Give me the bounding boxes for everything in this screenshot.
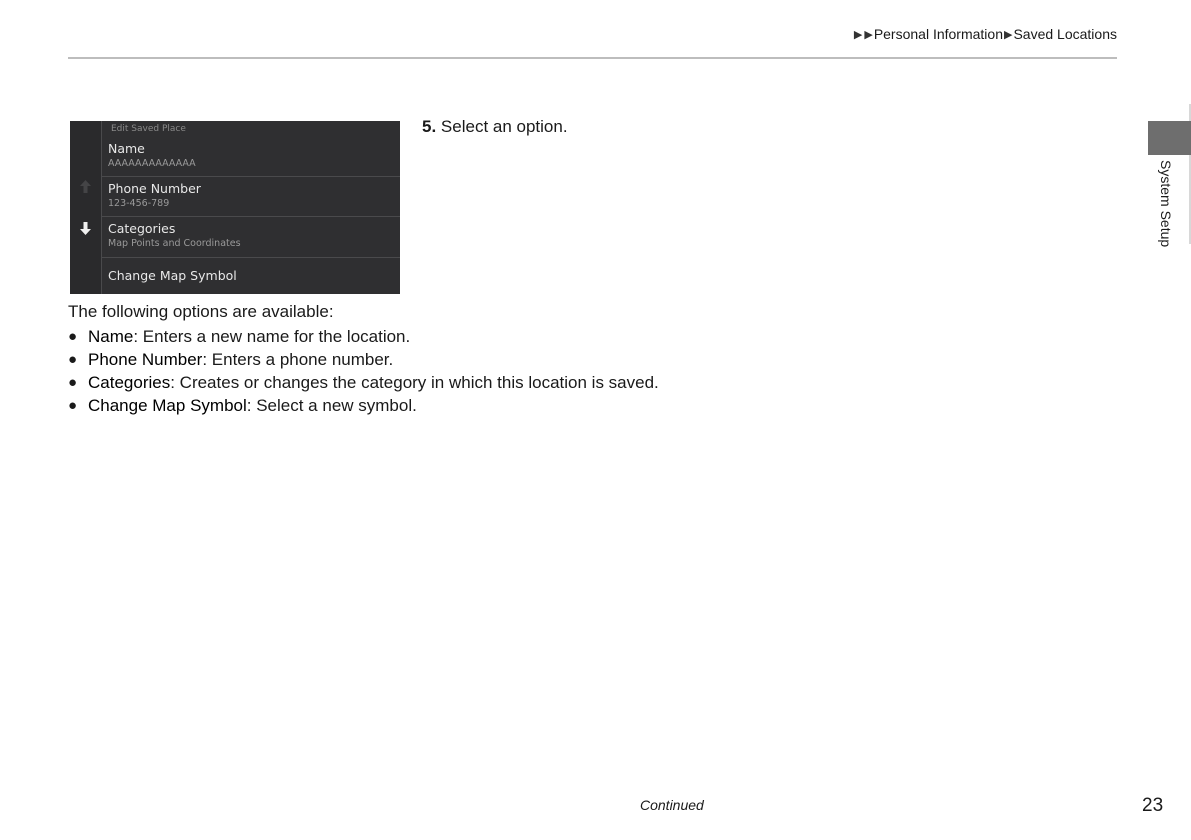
side-tab-marker [1148, 121, 1191, 155]
page-number: 23 [1142, 795, 1164, 816]
bullet-icon: ● [68, 374, 78, 391]
option-term: Categories [88, 373, 171, 392]
option-term: Change Map Symbol [88, 396, 247, 415]
option-description: : Creates or changes the category in which this location is saved. [170, 373, 659, 392]
bullet-icon: ● [68, 397, 78, 414]
screen-row-value: 123-456-789 [108, 198, 170, 209]
options-intro: The following options are available: [68, 302, 334, 321]
header-divider [68, 57, 1117, 59]
option-description: : Enters a phone number. [202, 350, 394, 369]
triangle-right-icon: ▶ [853, 28, 863, 41]
screen-title: Edit Saved Place [111, 124, 186, 134]
option-description: : Enters a new name for the location. [133, 327, 411, 346]
screen-row-label: Categories [108, 221, 176, 236]
edit-saved-place-screenshot [70, 121, 400, 294]
list-item [68, 348, 659, 371]
breadcrumb-item-personal-information[interactable]: Personal Information [873, 26, 1003, 42]
step-number: 5. [422, 117, 437, 136]
options-list [68, 325, 659, 417]
triangle-right-icon: ▶ [1004, 28, 1013, 41]
step-instruction [422, 117, 568, 137]
list-item [68, 394, 659, 417]
option-term: Phone Number [88, 350, 203, 369]
screen-row-label: Change Map Symbol [108, 268, 237, 283]
step-text: Select an option. [440, 117, 568, 136]
list-item [68, 325, 659, 348]
screen-row-label: Phone Number [108, 181, 201, 196]
arrow-down-icon [80, 222, 91, 235]
side-tab-label[interactable]: System Setup [1158, 160, 1174, 248]
bullet-icon: ● [68, 328, 78, 345]
list-item [68, 371, 659, 394]
screen-row-label: Name [108, 141, 145, 156]
screen-row-value: AAAAAAAAAAAAA [108, 158, 196, 169]
screen-row-phone-number [102, 177, 400, 217]
bullet-icon: ● [68, 351, 78, 368]
screen-row-value: Map Points and Coordinates [108, 238, 241, 249]
option-term: Name [88, 327, 134, 346]
screen-row-name [102, 136, 400, 177]
screen-row-categories [102, 217, 400, 258]
screen-row-change-map-symbol [102, 258, 400, 294]
arrow-up-icon [80, 180, 91, 193]
triangle-right-icon: ▶ [864, 28, 873, 41]
screen-scroll-column [70, 121, 102, 294]
breadcrumb [853, 26, 1117, 42]
option-description: : Select a new symbol. [246, 396, 417, 415]
breadcrumb-item-saved-locations[interactable]: Saved Locations [1013, 26, 1117, 42]
continued-label: Continued [640, 797, 704, 813]
